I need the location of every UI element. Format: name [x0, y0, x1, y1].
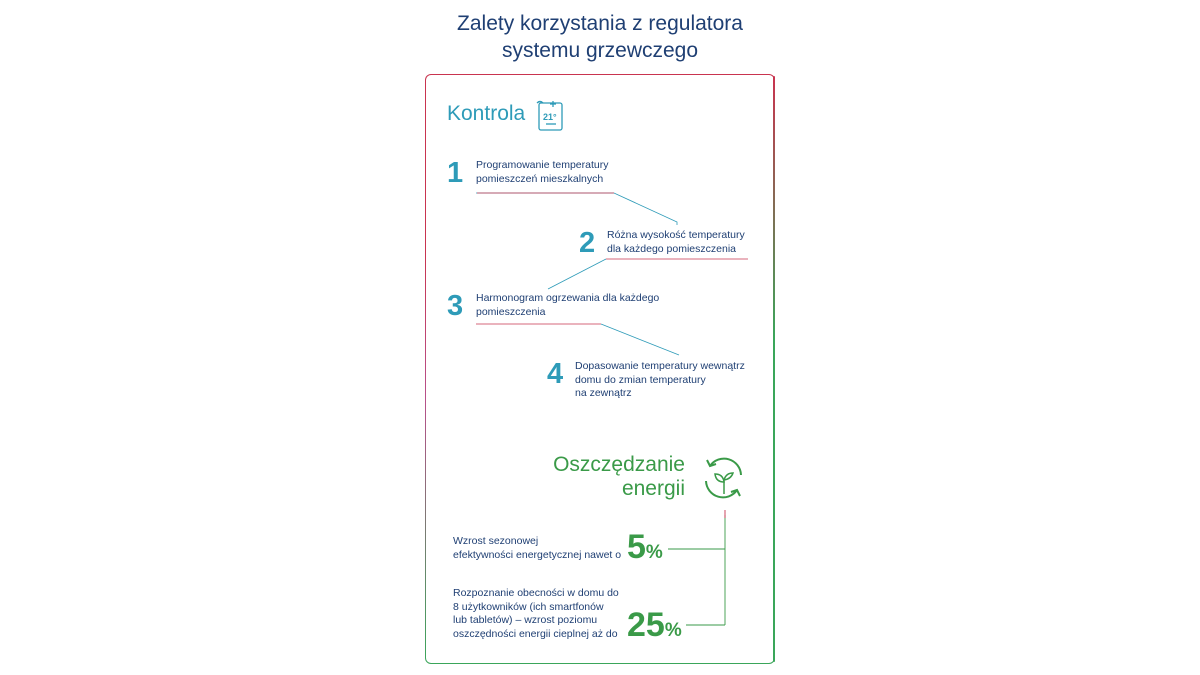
savings-2-number: 25 — [627, 606, 665, 644]
savings-1-unit: % — [645, 542, 663, 563]
connector-1 — [476, 193, 677, 225]
recycle-leaf-icon — [706, 459, 741, 498]
savings-heading — [520, 453, 685, 501]
control-heading: Kontrola — [447, 102, 526, 125]
title-line-1: Zalety korzystania z regulatora — [457, 12, 743, 35]
savings-value-2 — [627, 608, 682, 642]
item-3-line-1: Harmonogram ogrzewania dla każdego — [476, 292, 660, 304]
connector-2 — [548, 259, 606, 289]
savings-2-line-4: oszczędności energii cieplnej aż do — [453, 627, 618, 640]
item-number-4: 4 — [547, 358, 564, 390]
item-text-1 — [476, 159, 608, 186]
item-3-line-2: pomieszczenia — [476, 305, 546, 318]
savings-heading-line-2: energii — [621, 477, 685, 500]
item-text-3 — [476, 292, 659, 319]
savings-2-line-2: 8 użytkowników (ich smartfonów — [453, 600, 604, 613]
savings-2-line-3: lub tabletów) – wzrost poziomu — [453, 614, 598, 626]
item-4-line-1: Dopasowanie temperatury wewnątrz — [575, 360, 745, 372]
savings-2-unit: % — [664, 620, 682, 641]
item-4-line-2: domu do zmian temperatury — [575, 373, 706, 386]
savings-value-1 — [627, 530, 663, 564]
item-4-line-3: na zewnątrz — [575, 387, 632, 399]
item-1-line-2: pomieszczeń mieszkalnych — [476, 172, 604, 185]
item-number-1: 1 — [447, 157, 464, 189]
item-2-line-1: Różna wysokość temperatury — [607, 229, 745, 241]
item-number-2: 2 — [579, 227, 596, 259]
savings-text-1 — [453, 535, 621, 562]
savings-2-line-1: Rozpoznanie obecności w domu do — [453, 587, 619, 599]
savings-1-line-2: efektywności energetycznej nawet o — [453, 548, 622, 561]
item-text-4 — [575, 360, 745, 401]
item-text-2 — [607, 229, 745, 256]
connector-3 — [601, 324, 679, 355]
title-line-2: systemu grzewczego — [501, 39, 699, 62]
thermostat-value: 21° — [543, 112, 557, 122]
savings-1-number: 5 — [627, 528, 646, 566]
savings-text-2 — [453, 587, 619, 641]
savings-heading-line-1: Oszczędzanie — [553, 453, 685, 476]
item-1-line-1: Programowanie temperatury — [476, 159, 609, 171]
item-2-line-2: dla każdego pomieszczenia — [607, 242, 736, 255]
item-number-3: 3 — [447, 290, 464, 322]
savings-1-line-1: Wzrost sezonowej — [453, 535, 539, 547]
